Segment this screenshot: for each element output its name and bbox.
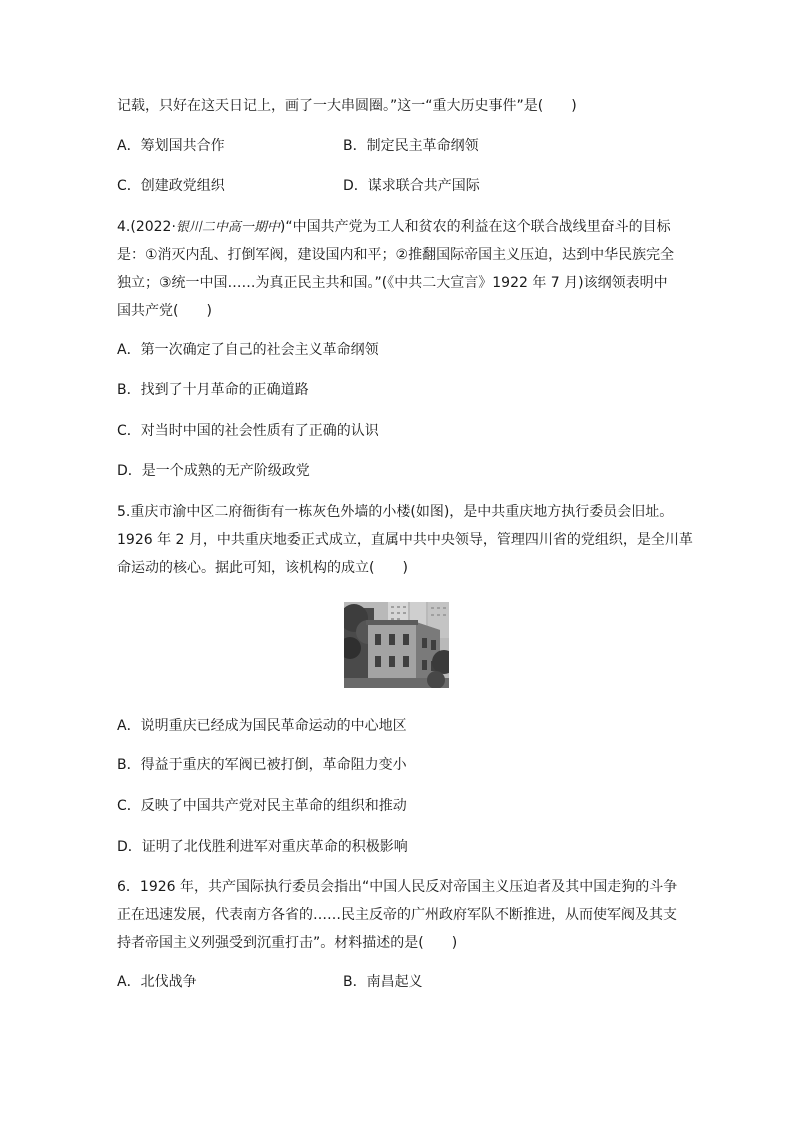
option-text: 说明重庆已经成为国民革命运动的中心地区 bbox=[140, 718, 407, 734]
q6-stem-line-3: 持者帝国主义列强受到沉重打击”。材料描述的是( ) bbox=[117, 935, 458, 951]
option-letter: B． bbox=[343, 974, 367, 990]
option-text: 谋求联合共产国际 bbox=[367, 178, 480, 194]
q4-source-open: (2022· bbox=[130, 219, 176, 235]
building-photo-drawing bbox=[344, 602, 449, 688]
option-text: 找到了十月革命的正确道路 bbox=[140, 382, 309, 398]
q4-source-name: 银川二中高一期中 bbox=[175, 220, 280, 235]
q3-option-d bbox=[343, 176, 480, 196]
option-letter: C． bbox=[117, 798, 141, 814]
q4-option-d bbox=[117, 461, 310, 481]
option-letter: B． bbox=[343, 138, 367, 154]
q4-option-a bbox=[117, 340, 379, 360]
option-letter: D． bbox=[117, 463, 142, 479]
option-text: 是一个成熟的无产阶级政党 bbox=[141, 463, 310, 479]
option-text: 对当时中国的社会性质有了正确的认识 bbox=[140, 423, 379, 439]
q5-option-d bbox=[117, 837, 408, 857]
q5-option-c bbox=[117, 796, 407, 816]
option-letter: A． bbox=[117, 138, 141, 154]
option-text: 北伐战争 bbox=[140, 974, 197, 990]
q5-stem-line-2: 1926 年 2 月，中共重庆地委正式成立，直属中共中央领导，管理四川省的党组织，是全川革 bbox=[117, 532, 693, 548]
option-text: 创建政党组织 bbox=[140, 178, 225, 194]
building-photo bbox=[344, 602, 449, 688]
option-letter: B． bbox=[117, 757, 141, 773]
option-text: 制定民主革命纲领 bbox=[366, 138, 479, 154]
q6-stem-line-2: 正在迅速发展，代表南方各省的……民主反帝的广州政府军队不断推进，从而使军阀及其支 bbox=[117, 907, 677, 923]
option-letter: C． bbox=[117, 178, 141, 194]
option-letter: A． bbox=[117, 974, 141, 990]
q4-stem-line-4: 国共产党( ) bbox=[117, 303, 212, 319]
q4-stem-line-3: 独立；③统一中国……为真正民主共和国。”(《中共二大宣言》1922 年 7 月)该纲领表明中 bbox=[117, 275, 668, 291]
q3-option-b bbox=[343, 136, 479, 156]
q4-option-b bbox=[117, 380, 309, 400]
q5-option-b bbox=[117, 755, 407, 775]
option-text: 第一次确定了自己的社会主义革命纲领 bbox=[140, 342, 379, 358]
q3-option-c bbox=[117, 176, 225, 196]
option-text: 得益于重庆的军阀已被打倒，革命阻力变小 bbox=[140, 757, 407, 773]
option-letter: A． bbox=[117, 342, 141, 358]
q5-stem-line-3: 命运动的核心。据此可知，该机构的成立( ) bbox=[117, 560, 408, 576]
option-text: 南昌起义 bbox=[366, 974, 423, 990]
q4-stem-line-2: 是：①消灭内乱、打倒军阀，建设国内和平；②推翻国际帝国主义压迫，达到中华民族完全 bbox=[117, 247, 675, 263]
q4-line1-rest: “中国共产党为工人和贫农的利益在这个联合战线里奋斗的目标 bbox=[285, 219, 671, 235]
option-letter: D． bbox=[343, 178, 368, 194]
option-text: 筹划国共合作 bbox=[140, 138, 225, 154]
option-letter: C． bbox=[117, 423, 141, 439]
q5-stem-line-1: 5.重庆市渝中区二府衙街有一栋灰色外墙的小楼(如图)，是中共重庆地方执行委员会旧址。 bbox=[117, 504, 674, 520]
q4-stem-line-1 bbox=[117, 217, 671, 238]
option-text: 反映了中国共产党对民主革命的组织和推动 bbox=[140, 798, 407, 814]
option-letter: D． bbox=[117, 839, 142, 855]
option-text: 证明了北伐胜利进军对重庆革命的积极影响 bbox=[141, 839, 408, 855]
option-letter: A． bbox=[117, 718, 141, 734]
q4-source-close: ) bbox=[279, 219, 286, 235]
q4-number: 4. bbox=[117, 219, 131, 235]
q3-option-a bbox=[117, 136, 225, 156]
q6-option-a bbox=[117, 972, 197, 992]
q5-option-a bbox=[117, 716, 407, 736]
q6-stem-line-1: 6．1926 年，共产国际执行委员会指出“中国人民反对帝国主义压迫者及其中国走狗的斗争 bbox=[117, 879, 678, 895]
q4-option-c bbox=[117, 421, 379, 441]
q6-option-b bbox=[343, 972, 423, 992]
q3-stem-tail: 记载，只好在这天日记上，画了一大串圆圈。”这一“重大历史事件”是( ) bbox=[117, 98, 577, 114]
option-letter: B． bbox=[117, 382, 141, 398]
